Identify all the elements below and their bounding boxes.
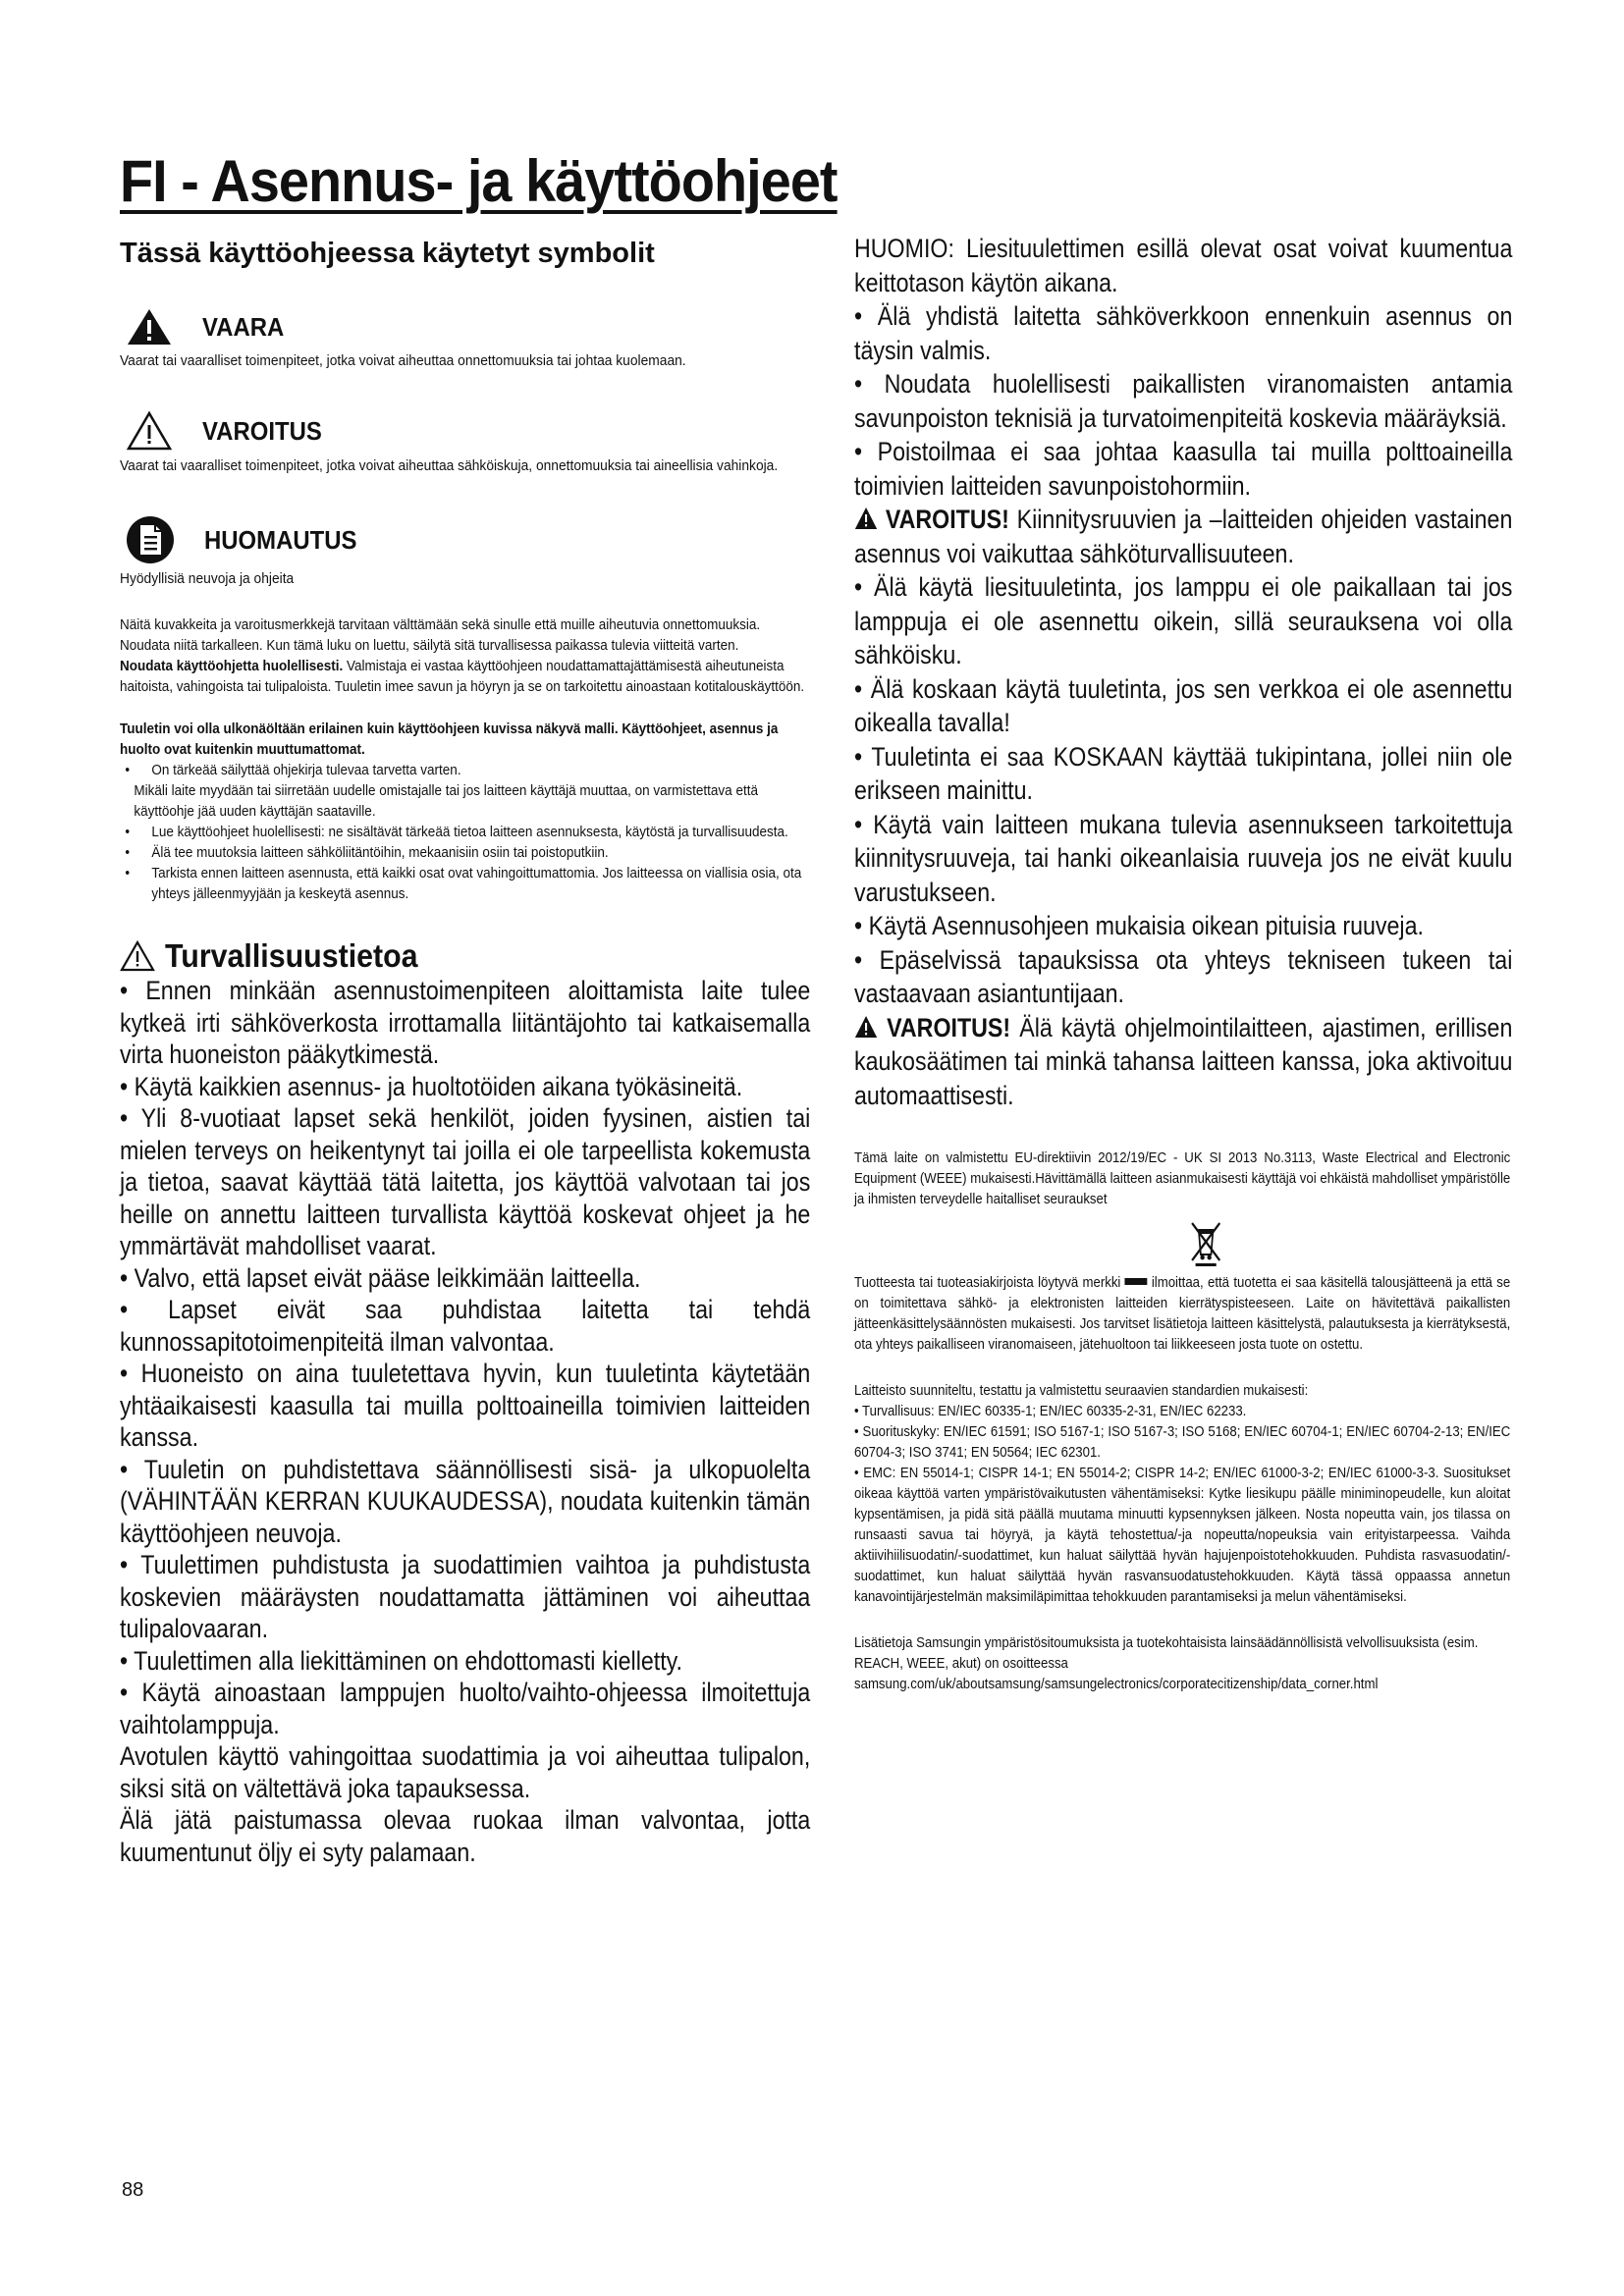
safety-paragraph: • Tuulettimen alla liekittäminen on ehdottomasti kielletty. [120,1645,683,1676]
danger-triangle-icon [126,307,173,347]
safety-paragraph: • Käytä ainoastaan lamppujen huolto/vaihto-ohjeessa ilmoitettuja vaihtolamppuja. [120,1678,811,1739]
intro-paragraph-2 [120,656,811,697]
intro-rest: Valmistaja ei vastaa käyttöohjeen noudattamattajättämisestä aiheutuneista haitoista, vahingoista tai tulipaloista. Tuuletin imee savun ja höyryn ja se on tarkoitettu ainoastaan kotitalouskäyttöön. [120,658,805,695]
safety-paragraph: • Poistoilmaa ei saa johtaa kaasulla tai muilla polttoaineilla toimivien laitteiden savunpoistohormiin. [854,437,1513,501]
safety-paragraph: • Lapset eivät saa puhdistaa laitetta tai tehdä kunnossapitotoimenpiteitä ilman valvontaa. [120,1295,811,1357]
safety-paragraph: • Yli 8-vuotiaat lapset sekä henkilöt, joiden fyysinen, aistien tai mielen terveys on heikentynyt tai joilla ei ole tarpeellista kokemusta ja tietoa, saavat käyttää tätä laitetta, jos käyttöä valvotaan tai jos heille on annettu laitteen turvallista käyttöä koskevat ohjeet ja he ymmärtävät mahdolliset vaarat. [120,1103,811,1260]
left-column [120,238,812,1868]
safety-paragraph: • Älä koskaan käytä tuuletinta, jos sen verkkoa ei ole asennettu oikealla tavalla! [854,673,1513,737]
right-safety-text [854,232,1512,1112]
safety-heading [120,937,812,975]
warning-label: VAROITUS! [885,505,1009,534]
note-document-icon [126,515,175,564]
warning-triangle-icon [120,940,155,972]
crossed-bin-icon [1187,1219,1225,1266]
page-number: 88 [122,2179,144,2201]
safety-paragraph: • Älä yhdistä laitetta sähköverkkoon ennenkuin asennus on täysin valmis. [854,301,1513,365]
symbol-warning [120,410,812,476]
safety-paragraph: • Tuuletin on puhdistettava säännöllisesti sisä- ja ulkopuolelta (VÄHINTÄÄN KERRAN KUUKAUDESSA), noudata kuitenkin tämän käyttöohjeen neuvoja. [120,1454,811,1548]
symbol-note [120,515,812,589]
safety-paragraph: • Käytä kaikkien asennus- ja huoltotöiden aikana työkäsineitä. [120,1071,743,1101]
weee-paragraph: Tämä laite on valmistettu EU-direktiivin 2012/19/EC - UK SI 2013 No.3113, Waste Electrical and Electronic Equipment (WEEE) mukaisesti.Hävittämällä laitteen asianmukaisesti käyttäjä voi ehkäistä mahdolliset ympäristölle ja ihmisten terveydelle haitalliset seuraukset [854,1149,1511,1207]
safety-paragraph: • Noudata huolellisesti paikallisten viranomaisten antamia savunpoiston teknisiä ja turvatoimenpiteitä koskevia määräyksiä. [854,369,1513,433]
page-title: FI - Asennus- ja käyttöohjeet [120,148,838,214]
standards-item: • EMC: EN 55014-1; CISPR 14-1; EN 55014-2; CISPR 14-2; EN/IEC 61000-3-2; EN/IEC 61000-3-3. Suositukset oikeaa käyttöä varten ympäristövaikutusten vähentämiseksi: Kytke liesikupu päälle miniminopeudelle, kun aloitat kypsentämisen, ja pidä sitä päällä muutama minuutti kypsennyksen jälkeen. Nosta nopeutta vain, jos tilassa on runsaasti savua tai höyryä, ja käytä tehostettua/-ja nopeutta/nopeuksia vain erityistarpeessa. Vaihda aktiivihiilisuodatin/-suodattimet, kun haluat säilyttää hyvän hajujenpoistotehokkuuden. Puhdista rasvasuodatin/-suodattimet, kun haluat säilyttää hyvän rasvansuodatustehokkuuden. Käytä tässä oppaassa annetun kanavointijärjestelmän maksimiläpimittaa tehokkuuden parantamiseksi ja melun vähentämiseksi. [854,1465,1511,1605]
warning-description: Vaarat tai vaaralliset toimenpiteet, jotka voivat aiheuttaa sähköiskuja, onnettomuuksia tai aineellisia vahinkoja. [120,457,779,474]
warning-paragraph [854,1011,1512,1113]
safety-paragraph: Avotulen käyttö vahingoittaa suodattimia ja voi aiheuttaa tulipalon, siksi sitä on vältettävä joka tapauksessa. [120,1741,811,1803]
warning-paragraph [854,503,1512,570]
intro-bullet: • On tärkeää säilyttää ohjekirja tulevaa tarvetta varten. [120,760,811,780]
standards-intro: Laitteisto suunniteltu, testattu ja valmistettu seuraavien standardien mukaisesti: [854,1382,1309,1399]
intro-bold: Noudata käyttöohjetta huolellisesti. [120,658,344,674]
safety-paragraph: Älä jätä paistumassa olevaa ruokaa ilman valvontaa, jotta kuumentunut öljy ei syty palamaan. [120,1805,811,1867]
warning-label: VAROITUS [202,415,322,446]
standards-item: • Turvallisuus: EN/IEC 60335-1; EN/IEC 60335-2-31, EN/IEC 62233. [854,1403,1247,1419]
resale-note: Mikäli laite myydään tai siirretään uudelle omistajalle tai jos laitteen käyttäjä muuttaa, on varmistettava että käyttöohje jää uuden käyttäjän saataville. [134,782,758,820]
warning-triangle-icon [854,507,878,530]
intro-bullet: • Älä tee muutoksia laitteen sähköliitäntöihin, mekaanisiin osiin tai poistoputkiin. [120,842,811,863]
safety-paragraph: • Ennen minkään asennustoimenpiteen aloittamista laite tulee kytkeä irti sähköverkosta irrottamalla liitäntäjohto tai katkaisemalla virta huoneiston pääkytkimestä. [120,976,811,1069]
symbols-heading: Tässä käyttöohjeessa käytetyt symbolit [120,238,655,269]
weee-text-a: Tuotteesta tai tuoteasiakirjoista löytyvä merkki [854,1274,1125,1291]
weee-paragraph-2 [854,1272,1510,1355]
note-description: Hyödyllisiä neuvoja ja ohjeita [120,570,295,587]
safety-text [120,975,810,1868]
safety-paragraph: • Käytä Asennusohjeen mukaisia oikean pituisia ruuveja. [854,911,1424,940]
weee-block [854,1148,1510,1694]
safety-title: Turvallisuustietoa [165,937,418,974]
warning-triangle-icon [854,1015,878,1039]
model-note: Tuuletin voi olla ulkonäöltään erilainen kuin käyttöohjeen kuvissa näkyvä malli. Käyttöohjeet, asennus ja huolto ovat kuitenkin muuttumattomat. [120,721,779,758]
caution-paragraph: HUOMIO: Liesituulettimen esillä olevat osat voivat kuumentua keittotason käytön aikana. [854,234,1513,297]
note-label: HUOMAUTUS [204,524,357,555]
intro-paragraph: Näitä kuvakkeita ja varoitusmerkkejä tarvitaan välttämään sekä sinulle että muille aiheutuvia onnettomuuksia. Noudata niitä tarkalleen. Kun tämä luku on luettu, säilytä sitä turvallisessa paikassa tulevia viitteitä varten. [120,616,761,654]
safety-paragraph: • Tuuletinta ei saa KOSKAAN käyttää tukipintana, jollei niin ole erikseen mainittu. [854,741,1513,805]
danger-description: Vaarat tai vaaralliset toimenpiteet, jotka voivat aiheuttaa onnettomuuksia tai johtaa kuolemaan. [120,352,686,369]
symbol-danger [120,307,812,371]
intro-bullet: • Lue käyttöohjeet huolellisesti: ne sisältävät tärkeää tietoa laitteen asennuksesta, käytöstä ja turvallisuudesta. [120,822,811,842]
warning-text: Älä käytä ohjelmointilaitteen, ajastimen, erillisen kaukosäätimen tai minkä tahansa laitteen kanssa, joka aktivoituu automaattisesti. [854,1012,1513,1110]
intro-block [120,614,811,904]
right-column [854,232,1514,1694]
safety-paragraph: • Käytä vain laitteen mukana tulevia asennukseen tarkoitettuja kiinnitysruuveja, tai hanki oikeanlaisia ruuveja jos ne eivät kuulu varustukseen. [854,809,1513,907]
intro-bullet: • Tarkista ennen laitteen asennusta, että kaikki osat ovat vahingoittumattomia. Jos laitteessa on viallisia osia, ota yhteys jälleenmyyjään ja keskeytä asennus. [120,863,811,904]
warning-text: Kiinnitysruuvien ja –laitteiden ohjeiden vastainen asennus voi vaikuttaa sähköturvallisuuteen. [854,505,1513,568]
weee-text-b: ilmoittaa, että tuotetta ei saa käsitellä talousjätteenä ja että se on toimitettava sähkö- ja elektronisten laitteiden kierrätyspisteeseen. Laite on hävitettävä paikallisten jätteenkäsittelysäännösten mukaisesti. Jos tarvitset lisätietoja laitteen käsittelystä, palautuksesta ja kierrätyksestä, ota yhteys paikalliseen viranomaiseen, jätehuoltoon tai liikkeeseen josta tuote on ostettu. [854,1274,1511,1353]
danger-label: VAARA [202,311,285,342]
weee-bar-mark [1125,1278,1148,1285]
samsung-info: Lisätietoja Samsungin ympäristösitoumuksista ja tuotekohtaisista lainsäädännöllisistä velvollisuuksista (esim. REACH, WEEE, akut) on osoitteessa samsung.com/uk/aboutsamsung/samsungelectronics/corporatecitizenship/data_corner.html [854,1634,1479,1692]
standards-item: • Suorituskyky: EN/IEC 61591; ISO 5167-1; ISO 5167-3; ISO 5168; EN/IEC 60704-1; EN/IEC 60704-2-13; EN/IEC 60704-3; ISO 3741; EN 50564; IEC 62301. [854,1423,1511,1461]
safety-paragraph: • Älä käytä liesituuletinta, jos lamppu ei ole paikallaan tai jos lamppuja ei ole asennettu oikein, sillä seurauksena voi olla sähköisku. [854,572,1513,669]
safety-paragraph: • Epäselvissä tapauksissa ota yhteys tekniseen tukeen tai vastaavaan asiantuntijaan. [854,944,1513,1008]
safety-paragraph: • Valvo, että lapset eivät pääse leikkimään laitteella. [120,1262,641,1293]
warning-label: VAROITUS! [887,1012,1011,1042]
warning-triangle-icon [126,410,173,452]
safety-paragraph: • Tuulettimen puhdistusta ja suodattimien vaihtoa ja puhdistusta koskevien määräysten noudattamatta jättäminen voi aiheuttaa tulipalovaaran. [120,1550,811,1643]
safety-paragraph: • Huoneisto on aina tuuletettava hyvin, kun tuuletinta käytetään yhtäaikaisesti kaasulla tai muilla polttoaineilla toimivien laitteiden kanssa. [120,1359,811,1452]
